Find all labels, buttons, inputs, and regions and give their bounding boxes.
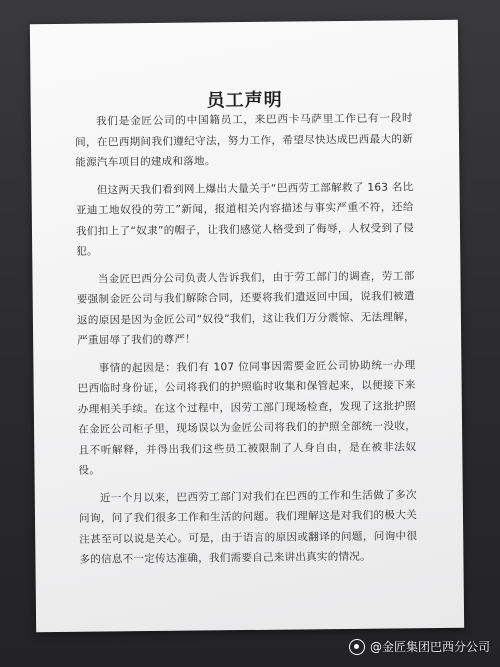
document-title: 员工声明 (206, 89, 283, 112)
paragraph-4: 事情的起因是：我们有 107 位同事因需要金匠公司协助统一办理巴西临时身份证，公司将我们的护照临时收集和保管起来，以便接下来办理相关手续。在这个过程中，因劳工部门现场检查，发现了这批护照在金匠公司柜子里，现场误以为金匠公司将我们的护照全部统一没收，且不听解释，并得出我们这些员工被限制了人身自由，是在被非法奴役。 (77, 358, 417, 477)
weibo-watermark (349, 638, 490, 655)
statement-page (30, 20, 464, 632)
paragraph-3: 当金匠巴西分公司负责人告诉我们，由于劳工部门的调查，劳工部要强制金匠公司与我们解除合同，还要将我们遣返回中国，说我们被遣返的原因是因为金匠公司“奴役”我们，这让我们万分震惊、无法理解，严重屈辱了我们的尊严！ (76, 269, 415, 347)
weibo-logo-icon (349, 639, 365, 655)
document-body (75, 108, 418, 577)
paragraph-2: 但这两天我们看到网上爆出大量关于“巴西劳工部解救了 163 名比亚迪工地奴役的劳工”新闻，报道相关内容描述与事实严重不符，还给我们扣上了“奴隶”的帽子，让我们感觉人格受到了侮辱，人权受到了侵犯。 (75, 180, 415, 258)
paragraph-5: 近一个月以来，巴西劳工部门对我们在巴西的工作和生活做了多次问询，问了我们很多工作和生活的问题。我们理解这是对我们的极大关注甚至可以说是关心。可是，由于语言的原因或翻译的问题，问询中很多的信息不一定传达准确，我们需要自己来讲出真实的情况。 (78, 488, 418, 566)
watermark-text: @金匠集团巴西分公司 (369, 640, 490, 654)
paragraph-1: 我们是金匠公司的中国籍员工，来巴西卡马萨里工作已有一段时间，在巴西期间我们遵纪守法，努力工作，希望尽快达成巴西最大的新能源汽车项目的建成和落地。 (75, 112, 414, 169)
